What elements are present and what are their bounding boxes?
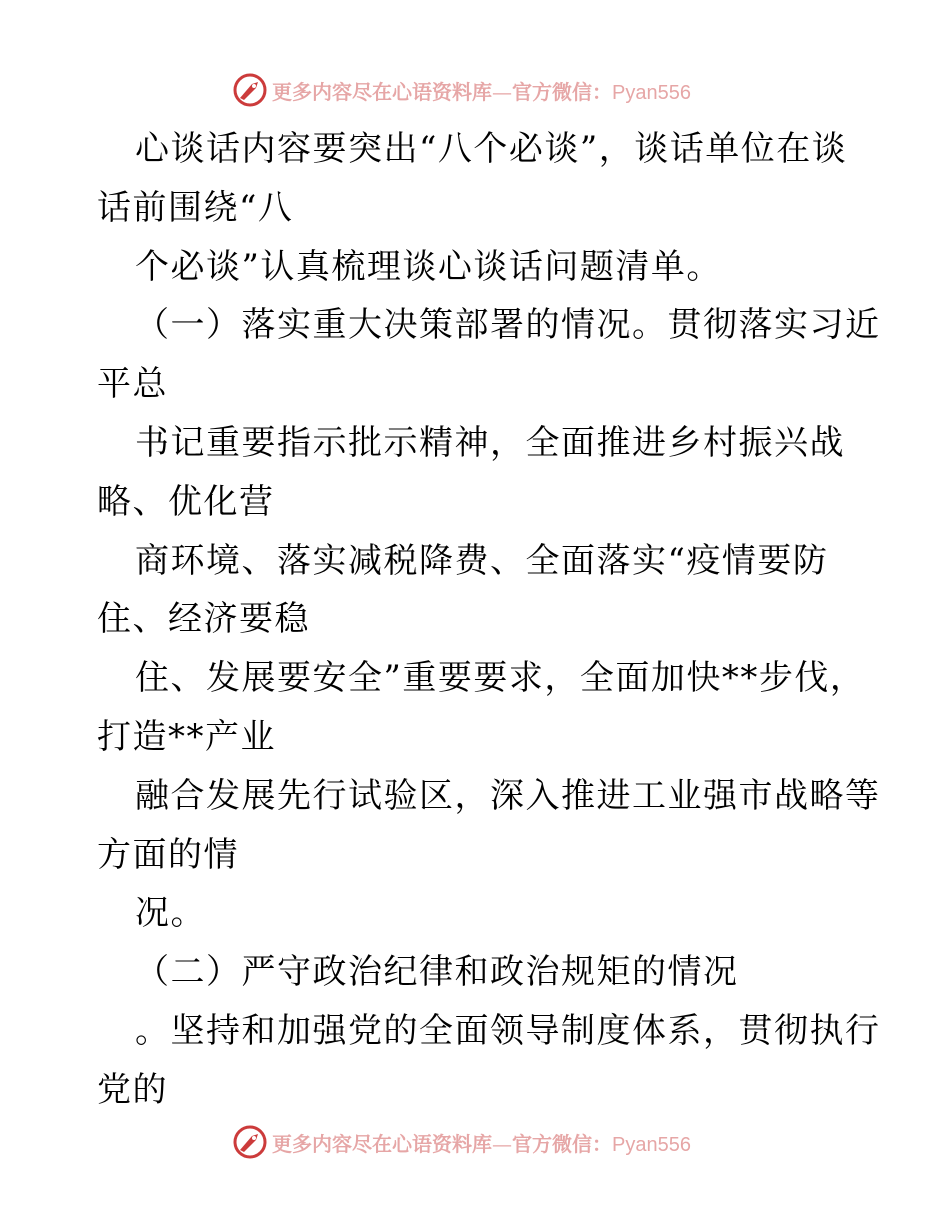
text-line: 略、优化营 — [97, 481, 275, 522]
watermark-main: 更多内容尽在心语资料库 — [272, 1131, 492, 1156]
text-line: 打造**产业 — [97, 716, 276, 757]
pen-logo-icon — [232, 72, 268, 108]
document-body — [97, 120, 881, 1120]
watermark-id: Pyan556 — [612, 1133, 691, 1156]
text-line: 个必谈”认真梳理谈心谈话问题清单。 — [135, 246, 722, 287]
text-line: （一）落实重大决策部署的情况。贯彻落实习近 — [135, 305, 881, 346]
text-line: 住、发展要安全”重要要求，全面加快**步伐， — [135, 658, 866, 699]
watermark-text — [272, 76, 691, 105]
watermark-id: Pyan556 — [612, 81, 691, 104]
watermark-dash: — — [492, 1131, 512, 1156]
text-line: 商环境、落实减税降费、全面落实“疫情要防 — [135, 540, 829, 581]
watermark-dash: — — [492, 79, 512, 104]
text-line: （二）严守政治纪律和政治规矩的情况 — [135, 952, 739, 993]
text-line: 话前围绕“八 — [97, 187, 294, 228]
text-line: 况。 — [135, 893, 206, 934]
text-line: 平总 — [97, 364, 168, 405]
text-line: 方面的情 — [97, 834, 239, 875]
header-watermark — [0, 70, 950, 110]
watermark-banner — [232, 72, 691, 108]
watermark-official: 官方微信： — [512, 79, 612, 104]
watermark-main: 更多内容尽在心语资料库 — [272, 79, 492, 104]
footer-watermark — [0, 1122, 950, 1162]
text-line: 住、经济要稳 — [97, 599, 310, 640]
text-line: 融合发展先行试验区，深入推进工业强市战略等 — [135, 775, 881, 816]
watermark-text — [272, 1128, 691, 1157]
text-line: 心谈话内容要突出“八个必谈”，谈话单位在谈 — [135, 129, 848, 169]
text-line: 。坚持和加强党的全面领导制度体系，贯彻执行 — [135, 1010, 881, 1051]
watermark-official: 官方微信： — [512, 1131, 612, 1156]
text-line: 党的 — [97, 1069, 168, 1110]
watermark-banner — [232, 1124, 691, 1160]
pen-logo-icon — [232, 1124, 268, 1160]
text-line: 书记重要指示批示精神，全面推进乡村振兴战 — [135, 422, 845, 463]
